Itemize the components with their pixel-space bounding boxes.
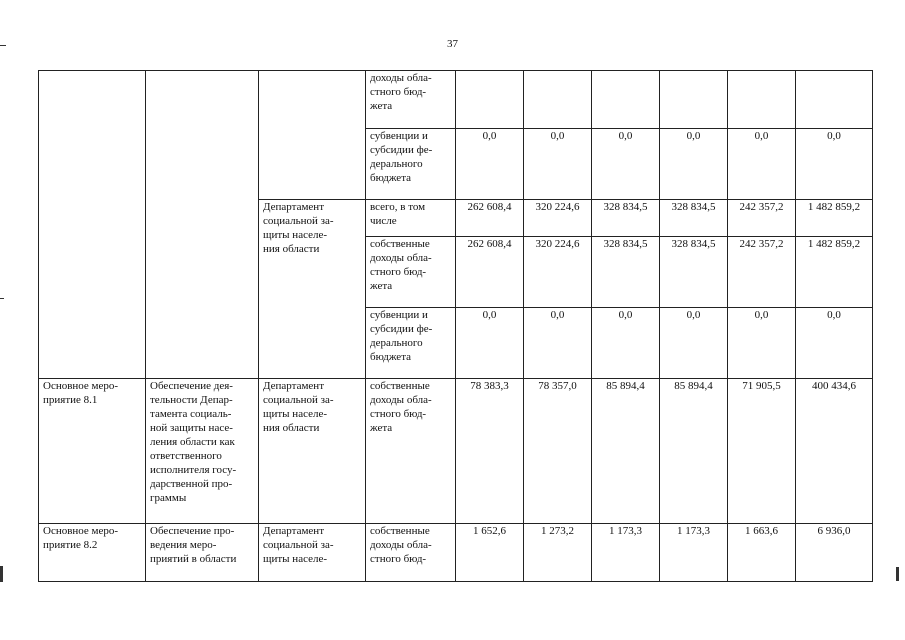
value-2023: 1 663,6 bbox=[728, 524, 796, 582]
page-number: 37 bbox=[447, 38, 458, 50]
value-2022 bbox=[660, 71, 728, 129]
value-2019: 0,0 bbox=[456, 129, 524, 200]
value-2020: 0,0 bbox=[524, 129, 592, 200]
value-2021: 0,0 bbox=[592, 308, 660, 379]
value-2019 bbox=[456, 71, 524, 129]
value-2020: 320 224,6 bbox=[524, 200, 592, 237]
value-2019: 78 383,3 bbox=[456, 379, 524, 524]
value-2023: 0,0 bbox=[728, 308, 796, 379]
value-2023: 71 905,5 bbox=[728, 379, 796, 524]
executor-cell: Департамент социальной за- щиты населе- ния области bbox=[259, 379, 366, 524]
value-total: 1 482 859,2 bbox=[796, 237, 873, 308]
scan-mark bbox=[0, 566, 3, 582]
source-cell: субвенции и субсидии фе- дерального бюджета bbox=[366, 129, 456, 200]
value-2020: 78 357,0 bbox=[524, 379, 592, 524]
value-2019: 0,0 bbox=[456, 308, 524, 379]
measure-description: Обеспечение про- ведения меро- приятий в области bbox=[150, 525, 237, 565]
value-total: 0,0 bbox=[796, 308, 873, 379]
name-cell bbox=[39, 71, 146, 379]
value-2021: 328 834,5 bbox=[592, 200, 660, 237]
source-cell: собственные доходы обла- стного бюд- жета bbox=[366, 237, 456, 308]
executor-cell: Департамент социальной за- щиты населе- bbox=[263, 525, 334, 565]
value-2021: 328 834,5 bbox=[592, 237, 660, 308]
value-2021 bbox=[592, 71, 660, 129]
value-2020: 1 273,2 bbox=[524, 524, 592, 582]
executor-cell: Департамент социальной за- щиты населе- ния области bbox=[259, 200, 366, 379]
value-2022: 328 834,5 bbox=[660, 237, 728, 308]
value-2021: 85 894,4 bbox=[592, 379, 660, 524]
value-total: 1 482 859,2 bbox=[796, 200, 873, 237]
value-2019: 262 608,4 bbox=[456, 237, 524, 308]
value-total: 400 434,6 bbox=[796, 379, 873, 524]
value-2021: 0,0 bbox=[592, 129, 660, 200]
value-total bbox=[796, 71, 873, 129]
value-2022: 85 894,4 bbox=[660, 379, 728, 524]
value-total: 6 936,0 bbox=[796, 524, 873, 582]
value-2022: 328 834,5 bbox=[660, 200, 728, 237]
value-2022: 0,0 bbox=[660, 129, 728, 200]
value-2023 bbox=[728, 71, 796, 129]
value-2022: 1 173,3 bbox=[660, 524, 728, 582]
measure-name: Основное меро- приятие 8.1 bbox=[39, 379, 146, 524]
value-2019: 1 652,6 bbox=[456, 524, 524, 582]
description-cell bbox=[146, 71, 259, 379]
table-row bbox=[39, 71, 873, 129]
value-2019: 262 608,4 bbox=[456, 200, 524, 237]
value-2020 bbox=[524, 71, 592, 129]
source-cell: доходы обла- стного бюд- жета bbox=[366, 71, 456, 129]
value-2021: 1 173,3 bbox=[592, 524, 660, 582]
table-row bbox=[39, 524, 873, 582]
executor-cell bbox=[259, 71, 366, 200]
scan-mark bbox=[896, 567, 899, 581]
value-2020: 320 224,6 bbox=[524, 237, 592, 308]
value-2023: 242 357,2 bbox=[728, 200, 796, 237]
budget-table bbox=[38, 70, 873, 582]
value-2020: 0,0 bbox=[524, 308, 592, 379]
scan-mark bbox=[0, 45, 6, 46]
source-cell: собственные доходы обла- стного бюд- жета bbox=[366, 379, 456, 524]
value-total: 0,0 bbox=[796, 129, 873, 200]
measure-name: Основное меро- приятие 8.2 bbox=[43, 525, 119, 551]
measure-description: Обеспечение дея- тельности Депар- тамента социаль- ной защиты насе- ления области как ответственного исполнителя госу- дарственной про- граммы bbox=[146, 379, 259, 524]
value-2022: 0,0 bbox=[660, 308, 728, 379]
table-row bbox=[39, 379, 873, 524]
scan-mark bbox=[0, 298, 4, 299]
source-cell: всего, в том числе bbox=[366, 200, 456, 237]
value-2023: 242 357,2 bbox=[728, 237, 796, 308]
value-2023: 0,0 bbox=[728, 129, 796, 200]
source-cell: собственные доходы обла- стного бюд- bbox=[370, 525, 432, 565]
source-cell: субвенции и субсидии фе- дерального бюджета bbox=[366, 308, 456, 379]
